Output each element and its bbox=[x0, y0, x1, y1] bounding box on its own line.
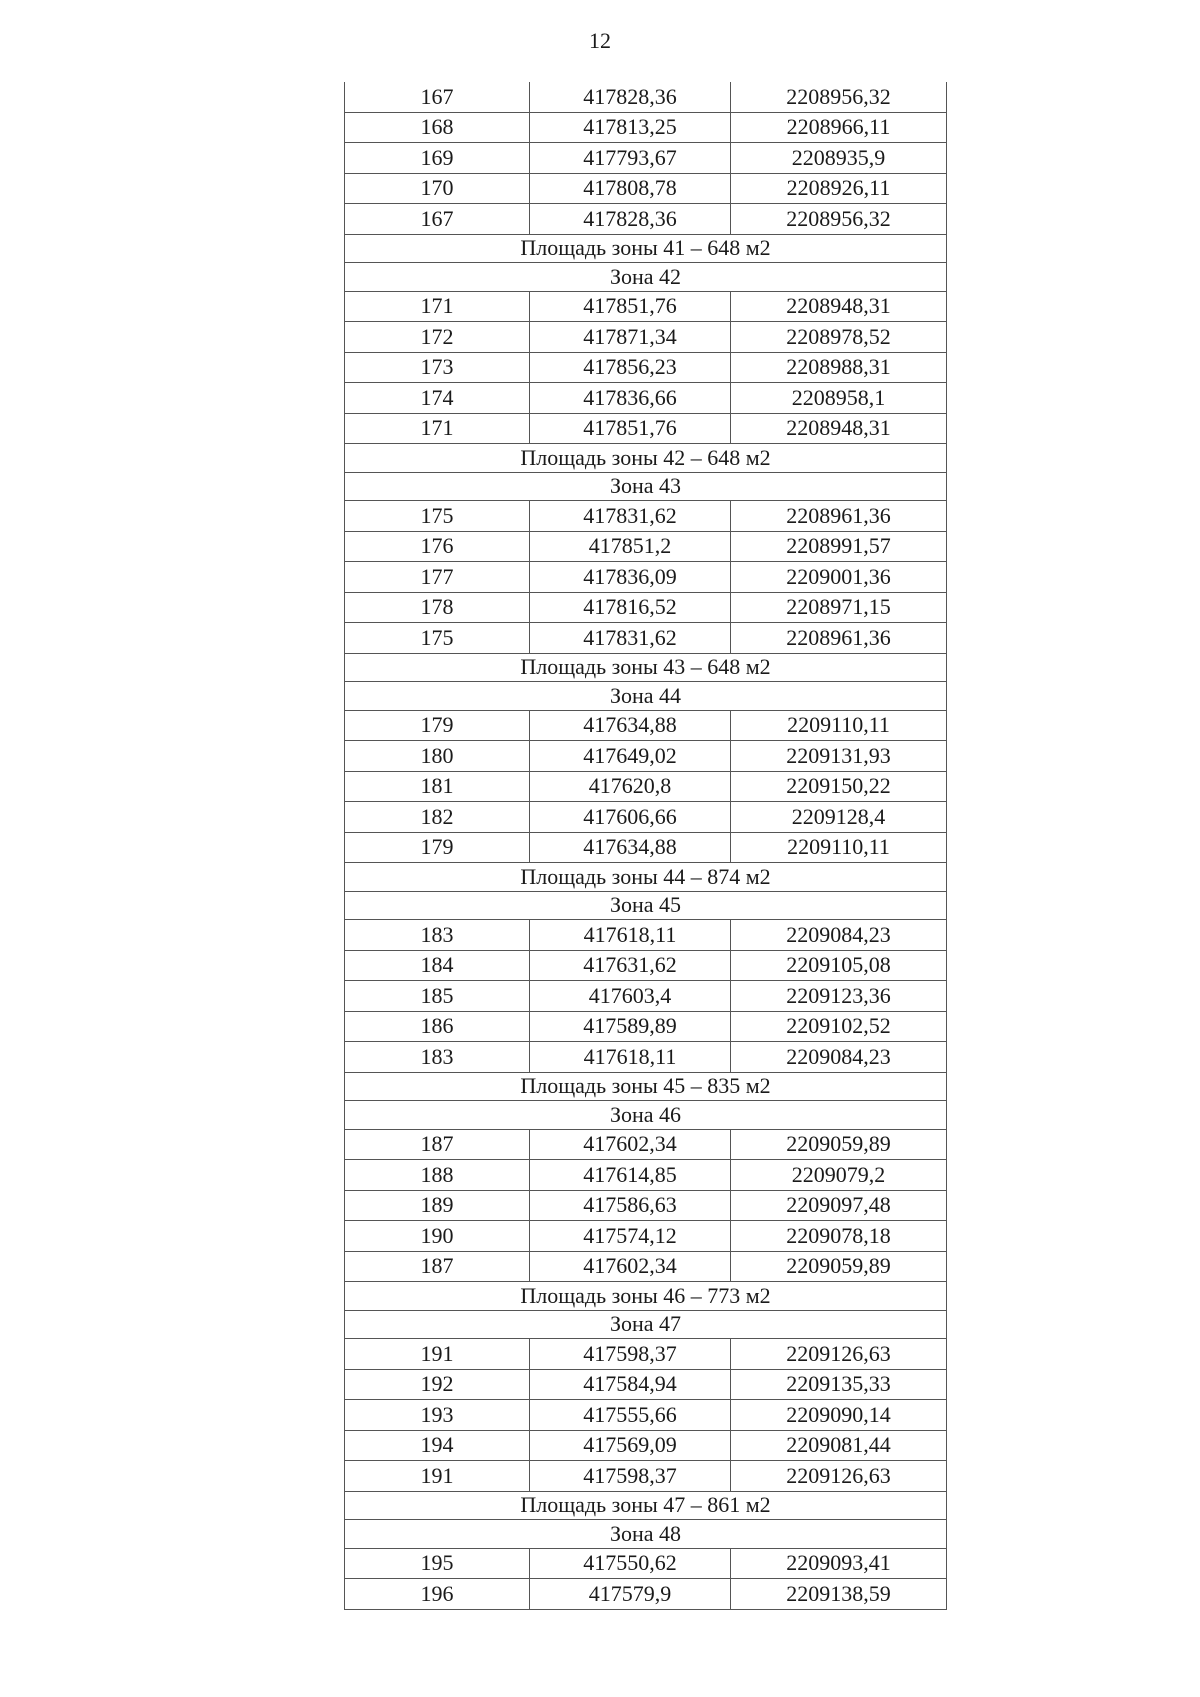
x-coordinate-cell: 417602,34 bbox=[530, 1129, 731, 1160]
x-coordinate-cell: 417851,76 bbox=[530, 291, 731, 322]
point-number-cell: 179 bbox=[345, 710, 530, 741]
x-coordinate-cell: 417555,66 bbox=[530, 1400, 731, 1431]
point-number-cell: 191 bbox=[345, 1461, 530, 1492]
y-coordinate-cell: 2209097,48 bbox=[731, 1190, 947, 1221]
zone-area: Площадь зоны 41 – 648 м2 bbox=[345, 234, 947, 263]
zone-title: Зона 43 bbox=[345, 472, 947, 501]
x-coordinate-cell: 417851,2 bbox=[530, 531, 731, 562]
zone-area-row bbox=[345, 444, 947, 473]
coordinate-row bbox=[345, 562, 947, 593]
x-coordinate-cell: 417598,37 bbox=[530, 1461, 731, 1492]
point-number-cell: 176 bbox=[345, 531, 530, 562]
y-coordinate-cell: 2209001,36 bbox=[731, 562, 947, 593]
point-number-cell: 187 bbox=[345, 1129, 530, 1160]
point-number-cell: 169 bbox=[345, 143, 530, 174]
x-coordinate-cell: 417828,36 bbox=[530, 204, 731, 235]
coordinate-row bbox=[345, 802, 947, 833]
coordinate-row bbox=[345, 1339, 947, 1370]
x-coordinate-cell: 417649,02 bbox=[530, 741, 731, 772]
coordinate-row bbox=[345, 920, 947, 951]
y-coordinate-cell: 2208991,57 bbox=[731, 531, 947, 562]
x-coordinate-cell: 417831,62 bbox=[530, 501, 731, 532]
zone-area-row bbox=[345, 863, 947, 892]
point-number-cell: 191 bbox=[345, 1339, 530, 1370]
point-number-cell: 187 bbox=[345, 1251, 530, 1282]
coordinate-row bbox=[345, 204, 947, 235]
point-number-cell: 178 bbox=[345, 592, 530, 623]
point-number-cell: 177 bbox=[345, 562, 530, 593]
point-number-cell: 190 bbox=[345, 1221, 530, 1252]
coordinate-row bbox=[345, 1461, 947, 1492]
coordinate-row bbox=[345, 1160, 947, 1191]
y-coordinate-cell: 2208956,32 bbox=[731, 204, 947, 235]
x-coordinate-cell: 417836,09 bbox=[530, 562, 731, 593]
zone-area-row bbox=[345, 653, 947, 682]
y-coordinate-cell: 2209084,23 bbox=[731, 1042, 947, 1073]
x-coordinate-cell: 417602,34 bbox=[530, 1251, 731, 1282]
coordinate-row bbox=[345, 531, 947, 562]
x-coordinate-cell: 417631,62 bbox=[530, 950, 731, 981]
coordinate-row bbox=[345, 1369, 947, 1400]
x-coordinate-cell: 417603,4 bbox=[530, 981, 731, 1012]
coordinate-row bbox=[345, 413, 947, 444]
y-coordinate-cell: 2209059,89 bbox=[731, 1129, 947, 1160]
x-coordinate-cell: 417569,09 bbox=[530, 1430, 731, 1461]
y-coordinate-cell: 2209078,18 bbox=[731, 1221, 947, 1252]
y-coordinate-cell: 2208956,32 bbox=[731, 82, 947, 112]
x-coordinate-cell: 417598,37 bbox=[530, 1339, 731, 1370]
x-coordinate-cell: 417871,34 bbox=[530, 322, 731, 353]
x-coordinate-cell: 417851,76 bbox=[530, 413, 731, 444]
point-number-cell: 183 bbox=[345, 1042, 530, 1073]
y-coordinate-cell: 2209090,14 bbox=[731, 1400, 947, 1431]
zone-title-row bbox=[345, 1101, 947, 1130]
zone-title: Зона 45 bbox=[345, 891, 947, 920]
point-number-cell: 182 bbox=[345, 802, 530, 833]
y-coordinate-cell: 2209102,52 bbox=[731, 1011, 947, 1042]
x-coordinate-cell: 417614,85 bbox=[530, 1160, 731, 1191]
zone-title: Зона 48 bbox=[345, 1520, 947, 1549]
zone-area: Площадь зоны 43 – 648 м2 bbox=[345, 653, 947, 682]
zone-area: Площадь зоны 45 – 835 м2 bbox=[345, 1072, 947, 1101]
page-number: 12 bbox=[589, 28, 611, 53]
point-number-cell: 183 bbox=[345, 920, 530, 951]
coordinate-row bbox=[345, 1190, 947, 1221]
coordinate-row bbox=[345, 771, 947, 802]
zone-area-row bbox=[345, 1491, 947, 1520]
point-number-cell: 185 bbox=[345, 981, 530, 1012]
y-coordinate-cell: 2209079,2 bbox=[731, 1160, 947, 1191]
y-coordinate-cell: 2208948,31 bbox=[731, 413, 947, 444]
y-coordinate-cell: 2209126,63 bbox=[731, 1461, 947, 1492]
coordinate-row bbox=[345, 173, 947, 204]
x-coordinate-cell: 417813,25 bbox=[530, 112, 731, 143]
y-coordinate-cell: 2208966,11 bbox=[731, 112, 947, 143]
y-coordinate-cell: 2209084,23 bbox=[731, 920, 947, 951]
zone-title: Зона 42 bbox=[345, 263, 947, 292]
coordinate-row bbox=[345, 383, 947, 414]
coordinate-row bbox=[345, 322, 947, 353]
y-coordinate-cell: 2208958,1 bbox=[731, 383, 947, 414]
zone-title-row bbox=[345, 891, 947, 920]
y-coordinate-cell: 2209131,93 bbox=[731, 741, 947, 772]
y-coordinate-cell: 2209110,11 bbox=[731, 832, 947, 863]
point-number-cell: 195 bbox=[345, 1548, 530, 1579]
x-coordinate-cell: 417828,36 bbox=[530, 82, 731, 112]
point-number-cell: 168 bbox=[345, 112, 530, 143]
x-coordinate-cell: 417618,11 bbox=[530, 920, 731, 951]
point-number-cell: 180 bbox=[345, 741, 530, 772]
y-coordinate-cell: 2208948,31 bbox=[731, 291, 947, 322]
point-number-cell: 175 bbox=[345, 501, 530, 532]
x-coordinate-cell: 417836,66 bbox=[530, 383, 731, 414]
coordinate-row bbox=[345, 112, 947, 143]
y-coordinate-cell: 2208961,36 bbox=[731, 623, 947, 654]
y-coordinate-cell: 2209093,41 bbox=[731, 1548, 947, 1579]
zone-title-row bbox=[345, 472, 947, 501]
y-coordinate-cell: 2209059,89 bbox=[731, 1251, 947, 1282]
y-coordinate-cell: 2208978,52 bbox=[731, 322, 947, 353]
y-coordinate-cell: 2208935,9 bbox=[731, 143, 947, 174]
zone-area-row bbox=[345, 234, 947, 263]
zone-area: Площадь зоны 44 – 874 м2 bbox=[345, 863, 947, 892]
point-number-cell: 188 bbox=[345, 1160, 530, 1191]
x-coordinate-cell: 417574,12 bbox=[530, 1221, 731, 1252]
zone-title-row bbox=[345, 1520, 947, 1549]
x-coordinate-cell: 417808,78 bbox=[530, 173, 731, 204]
x-coordinate-cell: 417816,52 bbox=[530, 592, 731, 623]
coordinate-row bbox=[345, 592, 947, 623]
point-number-cell: 196 bbox=[345, 1579, 530, 1610]
coordinate-row bbox=[345, 1548, 947, 1579]
x-coordinate-cell: 417584,94 bbox=[530, 1369, 731, 1400]
y-coordinate-cell: 2208971,15 bbox=[731, 592, 947, 623]
point-number-cell: 167 bbox=[345, 82, 530, 112]
coordinate-row bbox=[345, 832, 947, 863]
x-coordinate-cell: 417856,23 bbox=[530, 352, 731, 383]
coordinate-row bbox=[345, 1251, 947, 1282]
y-coordinate-cell: 2209081,44 bbox=[731, 1430, 947, 1461]
point-number-cell: 173 bbox=[345, 352, 530, 383]
x-coordinate-cell: 417793,67 bbox=[530, 143, 731, 174]
coordinate-row bbox=[345, 82, 947, 112]
coordinate-row bbox=[345, 981, 947, 1012]
coordinate-row bbox=[345, 741, 947, 772]
coordinate-row bbox=[345, 352, 947, 383]
x-coordinate-cell: 417634,88 bbox=[530, 832, 731, 863]
point-number-cell: 174 bbox=[345, 383, 530, 414]
y-coordinate-cell: 2208988,31 bbox=[731, 352, 947, 383]
y-coordinate-cell: 2209150,22 bbox=[731, 771, 947, 802]
zone-area: Площадь зоны 42 – 648 м2 bbox=[345, 444, 947, 473]
x-coordinate-cell: 417589,89 bbox=[530, 1011, 731, 1042]
y-coordinate-cell: 2208961,36 bbox=[731, 501, 947, 532]
coordinate-row bbox=[345, 1430, 947, 1461]
coordinate-row bbox=[345, 623, 947, 654]
zone-title: Зона 47 bbox=[345, 1310, 947, 1339]
point-number-cell: 181 bbox=[345, 771, 530, 802]
y-coordinate-cell: 2209126,63 bbox=[731, 1339, 947, 1370]
coordinate-row bbox=[345, 1221, 947, 1252]
point-number-cell: 171 bbox=[345, 413, 530, 444]
x-coordinate-cell: 417831,62 bbox=[530, 623, 731, 654]
point-number-cell: 170 bbox=[345, 173, 530, 204]
coordinate-row bbox=[345, 710, 947, 741]
coordinate-row bbox=[345, 1400, 947, 1431]
y-coordinate-cell: 2209138,59 bbox=[731, 1579, 947, 1610]
y-coordinate-cell: 2209135,33 bbox=[731, 1369, 947, 1400]
point-number-cell: 189 bbox=[345, 1190, 530, 1221]
coordinate-row bbox=[345, 1011, 947, 1042]
coordinate-row bbox=[345, 501, 947, 532]
point-number-cell: 193 bbox=[345, 1400, 530, 1431]
zone-area: Площадь зоны 47 – 861 м2 bbox=[345, 1491, 947, 1520]
zone-area-row bbox=[345, 1282, 947, 1311]
x-coordinate-cell: 417634,88 bbox=[530, 710, 731, 741]
x-coordinate-cell: 417618,11 bbox=[530, 1042, 731, 1073]
coordinates-table-body bbox=[345, 82, 947, 1609]
coordinate-row bbox=[345, 1129, 947, 1160]
coordinate-row bbox=[345, 291, 947, 322]
point-number-cell: 172 bbox=[345, 322, 530, 353]
zone-title-row bbox=[345, 1310, 947, 1339]
point-number-cell: 171 bbox=[345, 291, 530, 322]
y-coordinate-cell: 2209128,4 bbox=[731, 802, 947, 833]
coordinate-row bbox=[345, 1042, 947, 1073]
point-number-cell: 175 bbox=[345, 623, 530, 654]
zone-area-row bbox=[345, 1072, 947, 1101]
point-number-cell: 179 bbox=[345, 832, 530, 863]
point-number-cell: 184 bbox=[345, 950, 530, 981]
zone-area: Площадь зоны 46 – 773 м2 bbox=[345, 1282, 947, 1311]
coordinate-row bbox=[345, 1579, 947, 1610]
zone-title-row bbox=[345, 263, 947, 292]
point-number-cell: 192 bbox=[345, 1369, 530, 1400]
y-coordinate-cell: 2208926,11 bbox=[731, 173, 947, 204]
coordinate-row bbox=[345, 143, 947, 174]
y-coordinate-cell: 2209123,36 bbox=[731, 981, 947, 1012]
x-coordinate-cell: 417606,66 bbox=[530, 802, 731, 833]
zone-title: Зона 46 bbox=[345, 1101, 947, 1130]
x-coordinate-cell: 417620,8 bbox=[530, 771, 731, 802]
point-number-cell: 167 bbox=[345, 204, 530, 235]
point-number-cell: 186 bbox=[345, 1011, 530, 1042]
coordinates-table bbox=[344, 82, 947, 1610]
coordinate-row bbox=[345, 950, 947, 981]
zone-title-row bbox=[345, 682, 947, 711]
y-coordinate-cell: 2209105,08 bbox=[731, 950, 947, 981]
x-coordinate-cell: 417550,62 bbox=[530, 1548, 731, 1579]
y-coordinate-cell: 2209110,11 bbox=[731, 710, 947, 741]
zone-title: Зона 44 bbox=[345, 682, 947, 711]
x-coordinate-cell: 417586,63 bbox=[530, 1190, 731, 1221]
x-coordinate-cell: 417579,9 bbox=[530, 1579, 731, 1610]
point-number-cell: 194 bbox=[345, 1430, 530, 1461]
